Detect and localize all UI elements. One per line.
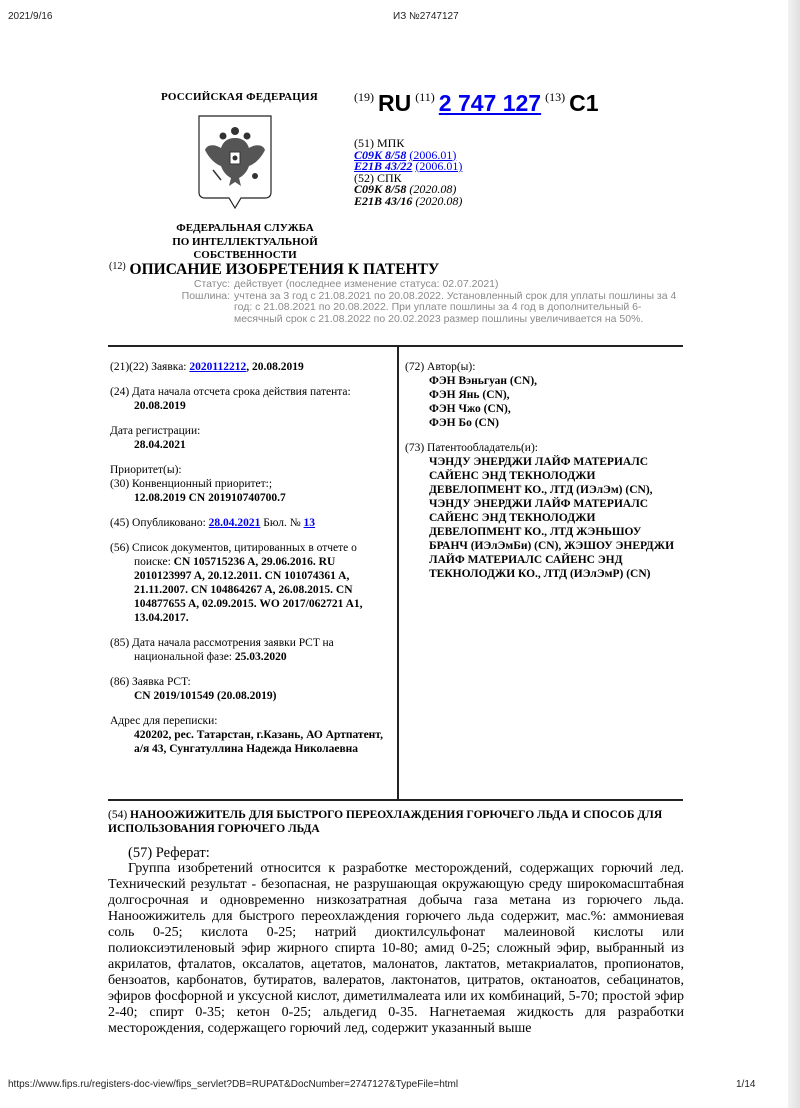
service-line-2: ПО ИНТЕЛЛЕКТУАЛЬНОЙ <box>172 235 318 248</box>
published-label: (45) Опубликовано: <box>110 517 209 529</box>
right-column <box>405 360 680 592</box>
doc-title-code: (12) <box>109 261 126 272</box>
kind-code: C1 <box>569 90 599 116</box>
abstract-section <box>108 845 684 1037</box>
ipc-version-link[interactable]: (2006.01) <box>409 147 457 162</box>
holders-value: ЧЭНДУ ЭНЕРДЖИ ЛАЙФ МАТЕРИАЛС САЙЕНС ЭНД ТЕКНОЛОДЖИ ДЕВЕЛОПМЕНТ КО., ЛТД (ИЭлЭм) (CN), ЧЭНДУ ЭНЕРДЖИ ЛАЙФ МАТЕРИАЛС САЙЕНС ЭНД ТЕКНОЛОДЖИ ДЕВЕЛОПМЕНТ КО., ЛТД ЖЭНЬШОУ БРАНЧ (ИЭлЭмБи) (CN), ЖЭШОУ ЭНЕРДЖИ ЛАЙФ МАТЕРИАЛС САЙЕНС ЭНД ТЕКНОЛОДЖИ КО., ЛТД (ИЭлЭмР) (CN) <box>429 456 675 580</box>
scrollbar[interactable] <box>788 0 800 1108</box>
status-row <box>160 279 690 291</box>
service-line-1: ФЕДЕРАЛЬНАЯ СЛУЖБА <box>176 222 314 234</box>
invention-title-text: НАНООЖИЖИТЕЛЬ ДЛЯ БЫСТРОГО ПЕРЕОХЛАЖДЕНИЯ ГОРЮЧЕГО ЛЬДА И СПОСОБ ДЛЯ ИСПОЛЬЗОВАНИЯ ГОРЮЧЕГО ЛЬДА <box>108 809 663 835</box>
cpc-label: (52) СПК <box>354 170 402 185</box>
authors-field <box>405 360 680 430</box>
author-item: ФЭН Бо (CN) <box>429 417 499 429</box>
column-divider <box>397 347 399 799</box>
priority-label: Приоритет(ы): <box>110 464 182 476</box>
cpc-code: E21B 43/16 <box>354 193 413 208</box>
application-date: , 20.08.2019 <box>246 361 304 373</box>
cpc-version: (2020.08) <box>415 193 463 208</box>
federal-service-label <box>150 222 340 263</box>
document-title <box>109 261 439 279</box>
address-label: Адрес для переписки: <box>110 715 218 727</box>
abstract-text: Группа изобретений относится к разработке месторождений, содержащих горючий лед. Технический результат - безопасная, не разрушающая окружающую среду широкомасштабная долгосрочная и одновременно низкозатратная добыча газа метана из горючего льда. Наноожижитель для быстрого переохлаждения горючего льда содержит, мас.%: аммониевая соль 0-25; кислота 0-25; натрий диоктилсульфонат малеиновой кислоты или полиоксиэтиленовый эфир жирного спирта 10-80; амид 0-25; сложный эфир, выбранный из акрилатов, фталатов, оксалатов, ацетатов, малонатов, лактатов, метакриалатов, пропионатов, бензоатов, карбонатов, бутиратов, валератов, лактонатов, цитратов, октаноатов, себацинатов, эфиров фосфорной и уксусной кислот, диметилмалеата или их комбинаций, 5-70; простой эфир 2-40; спирт 0-35; кетон 0-25; альдегид 0-35. Нагнетаемая жидкость для разработки месторождения, содержащего горючий лед, содержит указанный выше <box>108 861 684 1036</box>
print-date: 2021/9/16 <box>8 11 53 22</box>
ipc-label: (51) МПК <box>354 136 405 150</box>
invention-title-code: (54) <box>108 809 131 821</box>
published-date-link[interactable]: 28.04.2021 <box>208 517 261 529</box>
pct-start-label: (85) Дата начала рассмотрения заявки PCT на национальной фазе: <box>110 637 334 663</box>
doc-title-text: ОПИСАНИЕ ИЗОБРЕТЕНИЯ К ПАТЕНТУ <box>129 261 440 278</box>
bulletin-label: Бюл. № <box>260 517 304 529</box>
priority-field <box>110 463 392 505</box>
application-number-link[interactable]: 2020112212 <box>189 361 247 373</box>
fee-value: учтена за 3 год с 21.08.2021 по 20.08.2022. Установленный срок для уплаты пошлины за 4 год: с 21.08.2021 по 20.08.2022. При уплате пошлины за 4 год в дополнительный 6-месячный срок с 21.08.2022 по 20.02.2023 размер пошлины увеличивается на 50%. <box>234 289 677 325</box>
federation-label: РОССИЙСКАЯ ФЕДЕРАЦИЯ <box>161 91 318 103</box>
patent-number-link[interactable]: 2 747 127 <box>438 90 542 116</box>
term-start-value: 20.08.2019 <box>134 400 186 412</box>
address-value: 420202, рес. Татарстан, г.Казань, АО Артпатент, а/я 43, Сунгатуллина Надежда Николаевна <box>134 729 383 755</box>
pct-start-value: 25.03.2020 <box>234 651 287 663</box>
cpc-version: (2020.08) <box>409 182 457 196</box>
code-11: (11) <box>415 90 435 104</box>
published-field <box>110 516 392 530</box>
print-url: https://www.fips.ru/registers-doc-view/fips_servlet?DB=RUPAT&DocNumber=2747127&TypeFile=html <box>8 1079 459 1090</box>
application-field <box>110 360 392 374</box>
abstract-heading: (57) Реферат: <box>128 845 210 861</box>
pct-start-field <box>110 636 392 664</box>
country-code: RU <box>378 90 412 116</box>
cpc-item <box>354 193 463 208</box>
code-19: (19) <box>354 90 374 104</box>
conv-priority-label: (30) Конвенционный приоритет:; <box>110 478 273 490</box>
code-13: (13) <box>545 90 566 104</box>
coat-of-arms-icon <box>197 114 273 212</box>
status-label: Статус: <box>193 278 230 290</box>
pct-application-value: CN 2019/101549 (20.08.2019) <box>134 690 277 702</box>
bibliographic-table <box>108 345 683 801</box>
bulletin-number-link[interactable]: 13 <box>303 517 316 529</box>
fee-label: Пошлина: <box>181 289 230 302</box>
cited-docs-label: (56) Список документов, цитированных в отчете о поиске: <box>110 542 357 568</box>
cited-docs-field <box>110 541 392 625</box>
cpc-code: C09K 8/58 <box>354 182 407 196</box>
authors-label: (72) Автор(ы): <box>405 361 476 373</box>
holders-field <box>405 441 680 581</box>
pct-application-label: (86) Заявка PCT: <box>110 676 191 688</box>
print-page-number: 1/14 <box>736 1079 756 1090</box>
author-item: ФЭН Вэньгуан (CN), <box>429 375 538 387</box>
registration-label: Дата регистрации: <box>110 425 201 437</box>
status-block <box>160 279 690 325</box>
print-title: ИЗ №2747127 <box>393 11 459 22</box>
term-start-field <box>110 385 392 413</box>
status-value: действует (последнее изменение статуса: 02.07.2021) <box>234 278 499 290</box>
cited-docs-value: CN 105715236 A, 29.06.2016. RU 2010123997 A, 20.12.2011. CN 101074361 A, 21.11.2007. CN 104864267 A, 26.08.2015. CN 104877655 A, 02.09.2015. WO 2017/062721 A1, 13.04.2017. <box>134 556 363 624</box>
author-item: ФЭН Янь (CN), <box>429 389 510 401</box>
left-column <box>110 360 392 767</box>
holders-label: (73) Патентообладатель(и): <box>405 442 538 454</box>
patent-number-line <box>354 90 599 117</box>
address-field <box>110 714 392 756</box>
pct-application-field <box>110 675 392 703</box>
ipc-code-link[interactable]: E21B 43/22 <box>354 159 413 173</box>
application-label: (21)(22) Заявка: <box>110 361 190 373</box>
conv-priority-value: 12.08.2019 CN 201910740700.7 <box>134 492 286 504</box>
fee-row <box>160 291 690 326</box>
ipc-code-link[interactable]: C09K 8/58 <box>354 147 407 162</box>
registration-value: 28.04.2021 <box>134 439 186 451</box>
registration-field <box>110 424 392 452</box>
service-line-3: СОБСТВЕННОСТИ <box>193 249 297 261</box>
ipc-version-link[interactable]: (2006.01) <box>415 159 463 173</box>
term-start-label: (24) Дата начала отсчета срока действия патента: <box>110 386 351 398</box>
classification-block <box>354 138 462 207</box>
author-item: ФЭН Чжо (CN), <box>429 403 511 415</box>
invention-title <box>108 809 683 836</box>
